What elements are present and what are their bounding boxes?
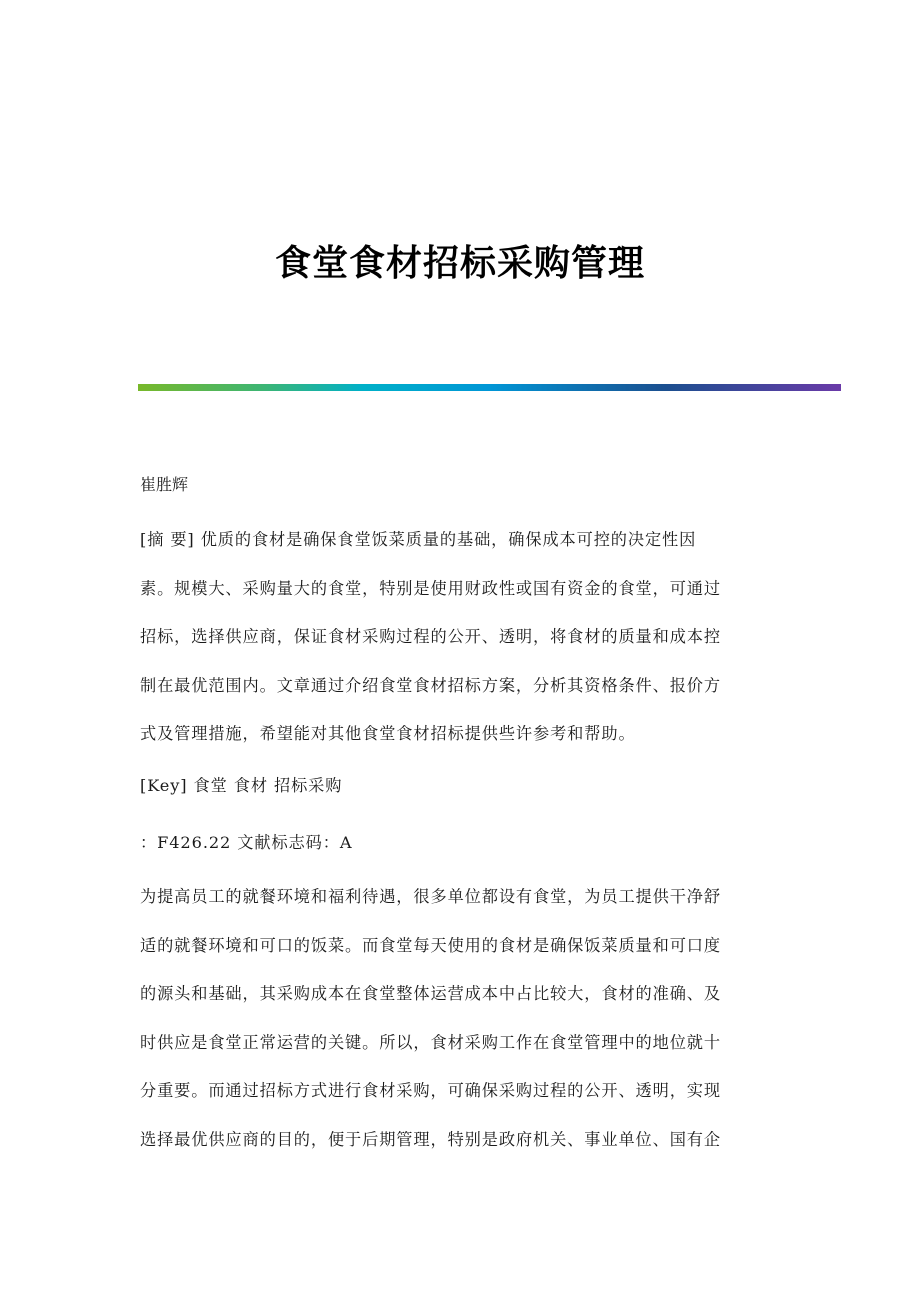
- abstract-line: 制在最优范围内。文章通过介绍食堂食材招标方案，分析其资格条件、报价方: [140, 675, 721, 695]
- body-line: 适的就餐环境和可口的饭菜。而食堂每天使用的食材是确保饭菜质量和可口度: [140, 935, 721, 955]
- body-section: [140, 885, 780, 1177]
- classification-section: [140, 831, 780, 855]
- keywords-line: [Key] 食堂 食材 招标采购: [140, 776, 343, 795]
- keywords-section: [140, 774, 780, 798]
- classification-line: ：F426.22 文献标志码：A: [140, 833, 353, 852]
- document-title: 食堂食材招标采购管理: [274, 243, 645, 285]
- body-line: 为提高员工的就餐环境和福利待遇，很多单位都设有食堂，为员工提供干净舒: [140, 887, 721, 906]
- abstract-line: 式及管理措施，希望能对其他食堂食材招标提供些许参考和帮助。: [140, 724, 636, 743]
- body-line: 选择最优供应商的目的，便于后期管理，特别是政府机关、事业单位、国有企: [140, 1129, 721, 1149]
- author-name: 崔胜辉: [140, 475, 189, 494]
- gradient-divider: [138, 384, 841, 391]
- abstract-section: [140, 528, 780, 771]
- abstract-line: 招标，选择供应商，保证食材采购过程的公开、透明，将食材的质量和成本控: [140, 627, 721, 646]
- body-line: 分重要。而通过招标方式进行食材采购，可确保采购过程的公开、透明，实现: [140, 1081, 721, 1101]
- abstract-line: 素。规模大、采购量大的食堂，特别是使用财政性或国有资金的食堂，可通过: [140, 578, 721, 598]
- body-line: 的源头和基础，其采购成本在食堂整体运营成本中占比较大，食材的准确、及: [140, 984, 721, 1004]
- body-line: 时供应是食堂正常运营的关键。所以，食材采购工作在食堂管理中的地位就十: [140, 1032, 721, 1052]
- abstract-line: [摘 要] 优质的食材是确保食堂饭菜质量的基础，确保成本可控的决定性因: [140, 530, 697, 549]
